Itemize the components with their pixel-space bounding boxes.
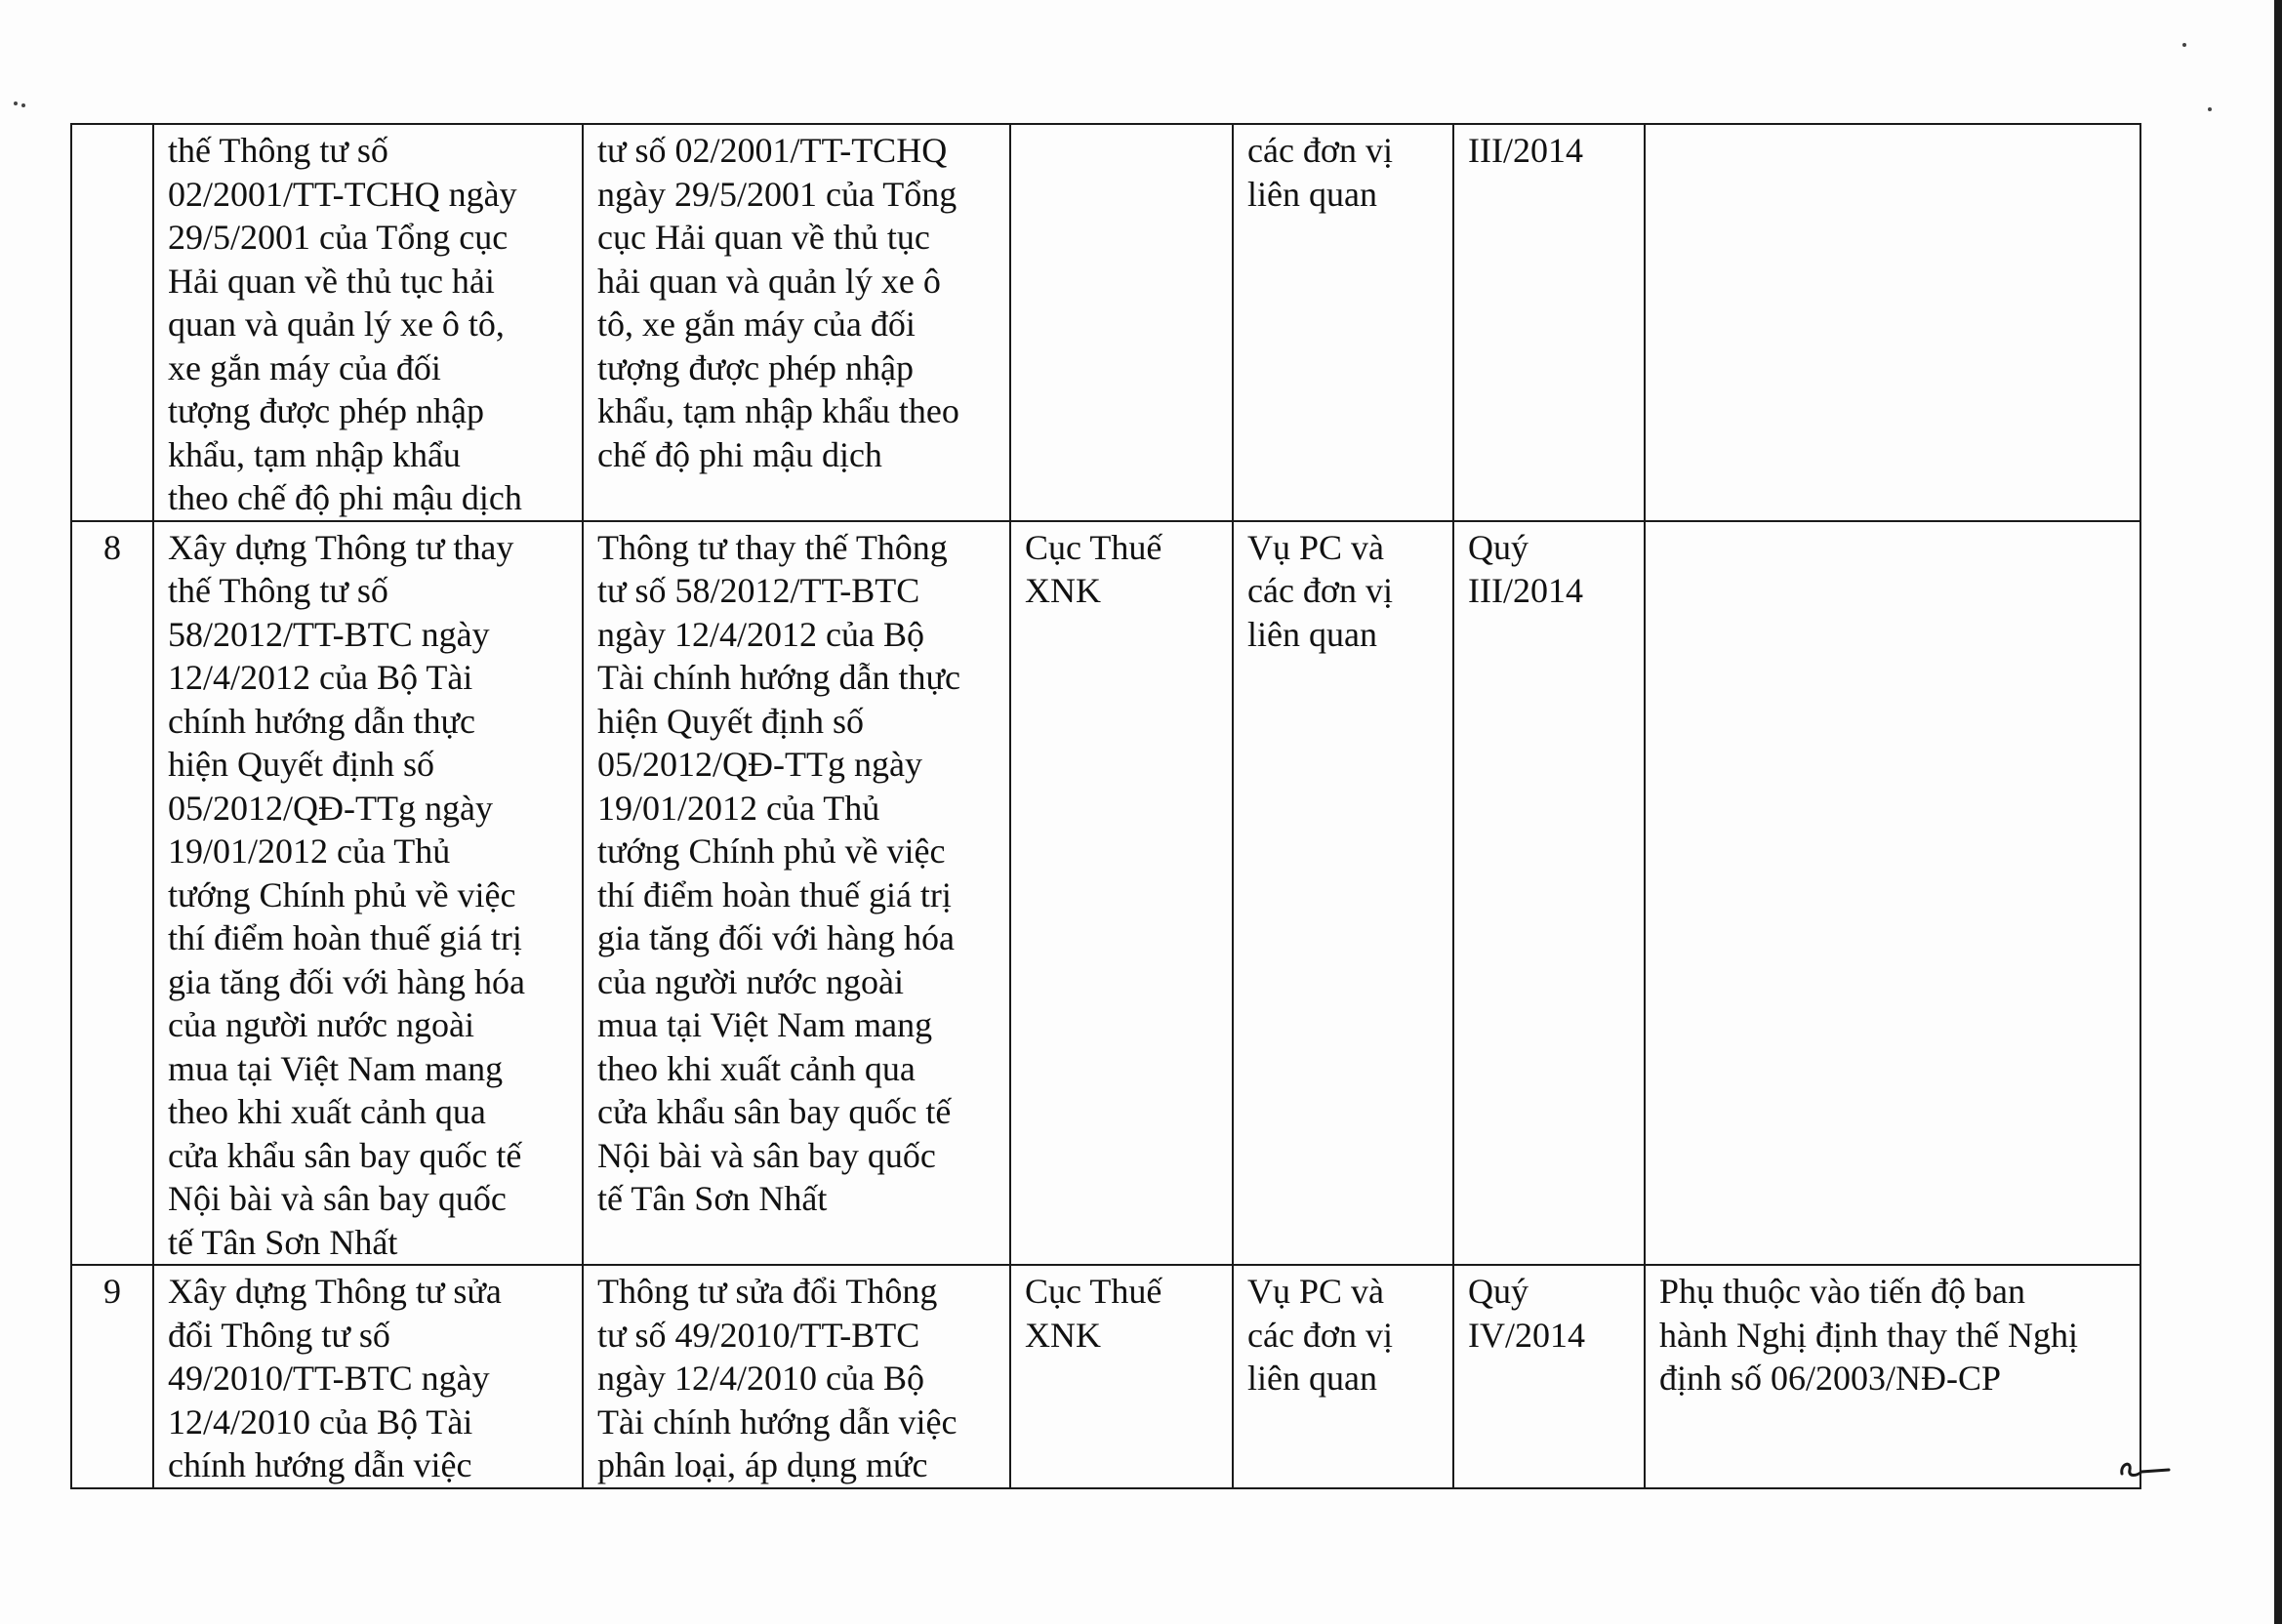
lead-unit-cell [1010,124,1233,521]
product-cell: tư số 02/2001/TT-TCHQ ngày 29/5/2001 của Tổng cục Hải quan về thủ tục hải quan và quản lý xe ô tô, xe gắn máy của đối tượng được phép nhập khẩu, tạm nhập khẩu theo chế độ phi mậu dịch [583,124,1010,521]
note-cell [1645,521,2140,1266]
scan-speck [2182,43,2186,47]
note-cell: Phụ thuộc vào tiến độ ban hành Nghị định thay thế Nghị định số 06/2003/NĐ-CP [1645,1265,2140,1488]
scan-border-edge [2274,0,2282,1624]
timeline-cell: III/2014 [1453,124,1645,521]
task-cell: Xây dựng Thông tư sửa đổi Thông tư số 49/2010/TT-BTC ngày 12/4/2010 của Bộ Tài chính hướng dẫn việc [153,1265,583,1488]
timeline-cell: Quý IV/2014 [1453,1265,1645,1488]
task-cell: Xây dựng Thông tư thay thế Thông tư số 58/2012/TT-BTC ngày 12/4/2012 của Bộ Tài chính hướng dẫn thực hiện Quyết định số 05/2012/QĐ-TTg ngày 19/01/2012 của Thủ tướng Chính phủ về việc thí điểm hoàn thuế giá trị gia tăng đối với hàng hóa của người nước ngoài mua tại Việt Nam mang theo khi xuất cảnh qua cửa khẩu sân bay quốc tế Nội bài và sân bay quốc tế Tân Sơn Nhất [153,521,583,1266]
product-cell: Thông tư thay thế Thông tư số 58/2012/TT-BTC ngày 12/4/2012 của Bộ Tài chính hướng dẫn thực hiện Quyết định số 05/2012/QĐ-TTg ngày 19/01/2012 của Thủ tướng Chính phủ về việc thí điểm hoàn thuế giá trị gia tăng đối với hàng hóa của người nước ngoài mua tại Việt Nam mang theo khi xuất cảnh qua cửa khẩu sân bay quốc tế Nội bài và sân bay quốc tế Tân Sơn Nhất [583,521,1010,1266]
table-row [71,1265,2140,1488]
table-row [71,124,2140,521]
row-number-cell [71,124,153,521]
note-cell [1645,124,2140,521]
scan-speck [14,102,18,105]
row-number-cell: 8 [71,521,153,1266]
coordinating-unit-cell: các đơn vị liên quan [1233,124,1453,521]
plan-table [70,123,2141,1489]
product-cell: Thông tư sửa đổi Thông tư số 49/2010/TT-BTC ngày 12/4/2010 của Bộ Tài chính hướng dẫn việc phân loại, áp dụng mức [583,1265,1010,1488]
scan-speck [2208,107,2212,111]
task-cell: thế Thông tư số 02/2001/TT-TCHQ ngày 29/5/2001 của Tổng cục Hải quan về thủ tục hải quan và quản lý xe ô tô, xe gắn máy của đối tượng được phép nhập khẩu, tạm nhập khẩu theo chế độ phi mậu dịch [153,124,583,521]
table-row [71,521,2140,1266]
coordinating-unit-cell: Vụ PC và các đơn vị liên quan [1233,521,1453,1266]
coordinating-unit-cell: Vụ PC và các đơn vị liên quan [1233,1265,1453,1488]
handwritten-initial-icon [2116,1452,2173,1482]
row-number-cell: 9 [71,1265,153,1488]
lead-unit-cell: Cục Thuế XNK [1010,1265,1233,1488]
lead-unit-cell: Cục Thuế XNK [1010,521,1233,1266]
timeline-cell: Quý III/2014 [1453,521,1645,1266]
scan-speck [21,103,25,107]
